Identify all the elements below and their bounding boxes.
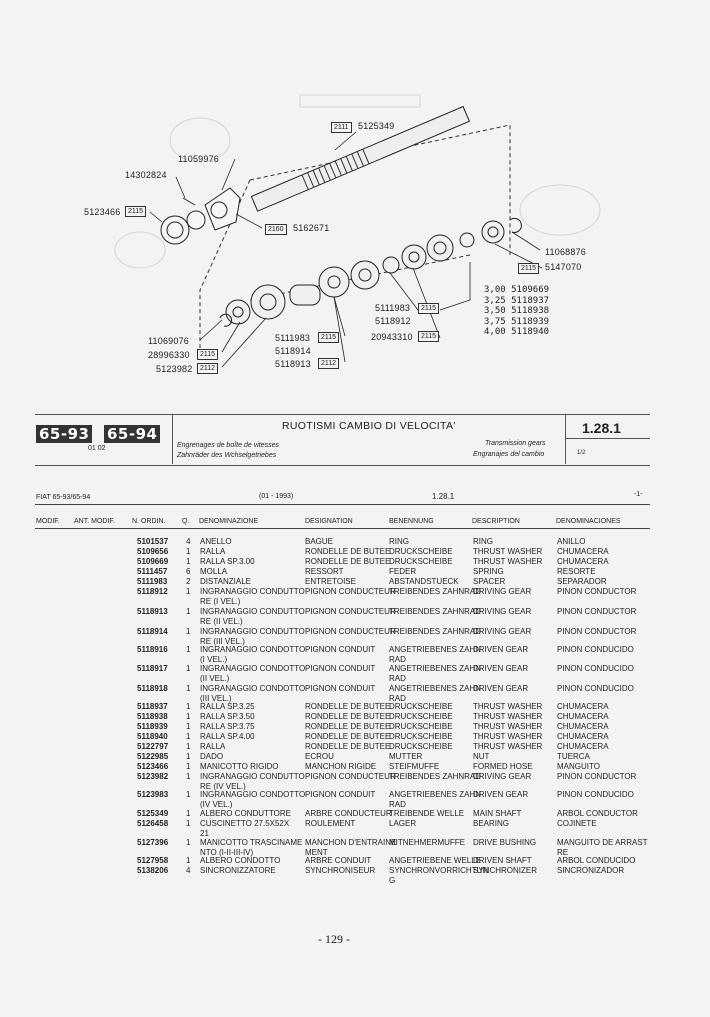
cell-de: RING [389,537,409,546]
cell-fr: ARBRE CONDUIT [305,856,372,865]
thickness-row: 3,00 5109669 [484,285,550,295]
title-french: Engrenages de boîte de vitesses [177,442,279,449]
flange-assembly [161,188,240,244]
cell-en: DRIVING GEAR [473,607,532,616]
cell-es: RESORTE [557,567,596,576]
ref-code-box: 2115 [125,206,146,217]
cell-de: MUTTER [389,752,423,761]
part-label: 5118912 [375,316,411,326]
cell-fr: RONDELLE DE BUTEE [305,702,391,711]
cell-code: 5125349 [137,809,169,818]
column-header: DESCRIPTION [472,518,520,525]
ref-code-box: 2115 [418,303,439,314]
cell-en: THRUST WASHER [473,722,543,731]
cell-code: 5126458 [137,819,169,828]
cell-code: 5123982 [137,772,169,781]
cell-q: 1 [186,664,191,673]
cell-code: 5138206 [137,866,169,875]
cell-fr: PIGNON CONDUCTEUR [305,627,396,636]
page-fraction: 1/2 [577,450,586,456]
cell-it: SINCRONIZZATORE [200,866,276,875]
cell-q: 4 [186,537,191,546]
cell-de: DRUCKSCHEIBE [389,712,453,721]
cell-en: DRIVEN GEAR [473,684,529,693]
cell-code: 5123983 [137,790,169,799]
cell-de: ABSTANDSTUECK [389,577,459,586]
cell-code: 5118940 [137,732,168,741]
cell-en: DRIVEN GEAR [473,790,529,799]
cell-q: 1 [186,547,191,556]
cell-fr: MANCHON D'ENTRAINE MENT [305,838,397,857]
cell-q: 1 [186,587,191,596]
cell-es: SINCRONIZADOR [557,866,625,875]
cell-de: DRUCKSCHEIBE [389,702,453,711]
cell-es: CHUMACERA [557,557,609,566]
title-english: Transmission gears [485,440,546,447]
cell-es: PINON CONDUCTOR [557,627,637,636]
cell-q: 1 [186,684,191,693]
exploded-parts-diagram [0,0,710,410]
cell-q: 1 [186,732,191,741]
cell-de: TREIBENDES ZAHNRAD [389,627,482,636]
cell-it: RALLA SP.4.00 [200,732,255,741]
column-header: DESIGNATION [305,518,353,525]
cell-en: DRIVEN SHAFT [473,856,532,865]
cell-it: DISTANZIALE [200,577,251,586]
cell-q: 1 [186,752,191,761]
section-title: RUOTISMI CAMBIO DI VELOCITA' [282,420,456,432]
column-header: BENENNUNG [389,518,434,525]
cell-es: ARBOL CONDUCTOR [557,809,638,818]
cell-fr: PIGNON CONDUCTEUR [305,772,396,781]
cell-code: 5127958 [137,856,169,865]
cell-fr: RONDELLE DE BUTEE [305,547,391,556]
cell-de: STEIFMUFFE [389,762,440,771]
thickness-row: 3,25 5118937 [484,295,550,306]
cell-q: 1 [186,607,191,616]
cell-en: THRUST WASHER [473,702,543,711]
cell-de: DRUCKSCHEIBE [389,547,453,556]
cell-de: TREIBENDES ZAHNRAD [389,772,482,781]
date-code: 01 02 [88,445,106,452]
cell-q: 1 [186,809,191,818]
cell-code: 5101537 [137,537,169,546]
cell-es: CHUMACERA [557,732,609,741]
cell-q: 1 [186,762,191,771]
column-header: DENOMINACIONES [556,518,621,525]
thickness-row: 3,50 5118938 [484,306,550,316]
cell-es: ARBOL CONDUCIDO [557,856,636,865]
cell-it: MOLLA [200,567,228,576]
cell-de: SYNCHRONVORRICHTUN G [389,866,489,885]
cell-en: NUT [473,752,490,761]
cell-en: RING [473,537,493,546]
cell-es: CHUMACERA [557,702,609,711]
part-label: 5118913 [275,359,311,369]
cell-q: 1 [186,819,191,828]
cell-it: CUSCINETTO 27.5X52X 21 [200,819,290,838]
cell-q: 1 [186,712,191,721]
ref-code-box: 2112 [197,363,218,374]
cell-en: THRUST WASHER [473,557,543,566]
cell-fr: ARBRE CONDUCTEUR [305,809,392,818]
cell-it: INGRANAGGIO CONDUTTO RE (II VEL.) [200,607,305,626]
cell-it: RALLA SP.3.00 [200,557,255,566]
cell-es: MANGUITO DE ARRAST RE [557,838,648,857]
cell-en: DRIVEN GEAR [473,645,529,654]
cell-en: DRIVEN GEAR [473,664,529,673]
cell-fr: ECROU [305,752,334,761]
cell-fr: RONDELLE DE BUTEE [305,732,391,741]
column-header: Q. [182,518,190,525]
cell-code: 5111457 [137,567,168,576]
cell-code: 5118914 [137,627,168,636]
cell-fr: PIGNON CONDUIT [305,790,376,799]
cell-es: COJINETE [557,819,597,828]
cell-code: 5118912 [137,587,168,596]
column-header: N. ORDIN. [132,518,166,525]
cell-de: DRUCKSCHEIBE [389,557,453,566]
cell-code: 5118916 [137,645,168,654]
part-label: 28996330 [148,350,190,360]
cell-it: INGRANAGGIO CONDOTTO (I VEL.) [200,645,306,664]
cell-es: CHUMACERA [557,712,609,721]
cell-de: TREIBENDES ZAHNRAD [389,587,482,596]
header-divider [172,414,173,464]
cell-code: 5109656 [137,547,169,556]
cell-en: SYNCHRONIZER [473,866,538,875]
cell-fr: RONDELLE DE BUTEE [305,557,391,566]
cell-es: PINON CONDUCIDO [557,645,634,654]
header-divider [565,438,650,439]
cell-de: TREIBENDES ZAHNRAD [389,607,482,616]
thickness-row: 3,75 5118939 [484,316,550,327]
cell-fr: RESSORT [305,567,344,576]
cell-code: 5111983 [137,577,168,586]
rule [35,504,650,505]
cell-en: SPRING [473,567,504,576]
cell-es: TUERCA [557,752,590,761]
cell-en: DRIVING GEAR [473,772,532,781]
cell-en: THRUST WASHER [473,712,543,721]
cell-es: SEPARADOR [557,577,607,586]
part-label: 14302824 [125,170,167,180]
cell-q: 4 [186,866,191,875]
cell-en: THRUST WASHER [473,732,543,741]
cell-code: 5118937 [137,702,168,711]
cell-en: MAIN SHAFT [473,809,522,818]
cell-it: ANELLO [200,537,232,546]
cell-en: DRIVE BUSHING [473,838,537,847]
part-label: 5123466 [84,207,121,217]
ref-code-box: 2115 [518,263,539,274]
cell-it: RALLA SP.3.50 [200,712,255,721]
ref-code-box: 2115 [418,331,439,342]
cell-q: 1 [186,742,191,751]
cell-de: FEDER [389,567,417,576]
model-logo: 65-94 [104,425,160,443]
rule [35,528,650,529]
cell-it: RALLA [200,742,226,751]
cell-en: DRIVING GEAR [473,627,532,636]
part-label: 5118914 [275,346,311,356]
cell-code: 5122797 [137,742,169,751]
title-spanish: Engranajes del cambio [473,451,545,458]
ref-code-box: 2112 [318,358,339,369]
cell-q: 1 [186,627,191,636]
thickness-table [484,285,549,338]
cell-en: FORMED HOSE [473,762,533,771]
cell-code: 5118918 [137,684,168,693]
cell-code: 5122985 [137,752,169,761]
cell-de: ANGETRIEBENE WELLE [389,856,482,865]
cell-it: INGRANAGGIO CONDUTTO RE (III VEL.) [200,627,305,646]
ref-code-box: 2160 [265,224,287,235]
cell-it: MANICOTTO RIGIDO [200,762,279,771]
part-label: 5111983 [275,333,311,343]
cell-q: 1 [186,722,191,731]
cell-q: 1 [186,772,191,781]
cell-fr: PIGNON CONDUIT [305,645,376,654]
cell-en: THRUST WASHER [473,742,543,751]
part-label: 5147070 [545,262,582,272]
cell-it: ALBERO CONDUTTORE [200,809,291,818]
cell-en: DRIVING GEAR [473,587,532,596]
ref-code-box: 2115 [197,349,218,360]
cell-de: DRUCKSCHEIBE [389,722,453,731]
cell-en: SPACER [473,577,506,586]
cell-it: RALLA SP.3.75 [200,722,255,731]
cell-code: 5118917 [137,664,168,673]
cell-it: ALBERO CONDOTTO [200,856,281,865]
cell-q: 1 [186,645,191,654]
cell-q: 2 [186,577,191,586]
cell-fr: PIGNON CONDUCTEUR [305,607,396,616]
cell-es: ANILLO [557,537,586,546]
cell-de: DRUCKSCHEIBE [389,742,453,751]
date-range: (01 - 1993) [259,493,294,500]
cell-es: MANGUITO [557,762,600,771]
cell-code: 5118913 [137,607,168,616]
cell-fr: SYNCHRONISEUR [305,866,376,875]
cell-de: TREIBENDE WELLE [389,809,465,818]
cell-de: MITNEHMERMUFFE [389,838,465,847]
cell-de: ANGETRIEBENES ZAHN RAD [389,664,482,683]
cell-es: PINON CONDUCTOR [557,772,637,781]
column-header: MODIF. [36,518,60,525]
cell-it: INGRANAGGIO CONDOTTO (II VEL.) [200,664,306,683]
part-label: 11059976 [178,154,219,164]
cell-it: INGRANAGGIO CONDOTTO (IV VEL.) [200,790,306,809]
model-name: FIAT 65-93/65-94 [36,494,91,501]
part-label: 5125349 [358,121,395,131]
cell-fr: ENTRETOISE [305,577,356,586]
cell-en: BEARING [473,819,510,828]
cell-it: RALLA SP.3.25 [200,702,255,711]
section-ref: 1.28.1 [432,492,455,501]
cell-de: ANGETRIEBENES ZAHN RAD [389,645,482,664]
part-label: 5111983 [375,303,411,313]
cell-q: 1 [186,838,191,847]
cell-it: RALLA [200,547,226,556]
cell-it: INGRANAGGIO CONDUTTO RE (I VEL.) [200,587,305,606]
cell-code: 5127396 [137,838,169,847]
cell-es: CHUMACERA [557,722,609,731]
cell-q: 1 [186,702,191,711]
cell-it: INGRANAGGIO CONDOTTO (III VEL.) [200,684,306,703]
section-number: 1.28.1 [582,420,621,436]
cell-code: 5109669 [137,557,169,566]
column-header: ANT. MODIF. [74,518,115,525]
cell-fr: PIGNON CONDUIT [305,664,376,673]
cell-fr: RONDELLE DE BUTEE [305,742,391,751]
ref-code-box: 2115 [318,332,339,343]
cell-it: DADO [200,752,224,761]
cell-es: PINON CONDUCTOR [557,587,637,596]
cell-fr: RONDELLE DE BUTEE [305,712,391,721]
ref-code-box: 2111 [331,122,352,133]
cell-de: ANGETRIEBENES ZAHN RAD [389,684,482,703]
page-number: - 129 - [318,932,350,946]
cell-code: 5118938 [137,712,168,721]
column-header: DENOMINAZIONE [199,518,259,525]
cell-q: 1 [186,790,191,799]
cell-fr: BAGUE [305,537,334,546]
cell-it: INGRANAGGIO CONDUTTO RE (IV VEL.) [200,772,305,791]
title-german: Zahnräder des Wchselgetriebes [177,452,277,459]
cell-fr: PIGNON CONDUCTEUR [305,587,396,596]
cell-de: DRUCKSCHEIBE [389,732,453,741]
part-label: 20943310 [371,332,413,342]
cell-code: 5118939 [137,722,168,731]
cell-q: 1 [186,856,191,865]
model-logo: 65-93 [36,425,92,443]
page-ref: -1- [634,491,643,498]
cell-fr: ROULEMENT [305,819,356,828]
cell-es: CHUMACERA [557,547,609,556]
cell-es: PINON CONDUCTOR [557,607,637,616]
cell-fr: MANCHON RIGIDE [305,762,377,771]
cell-es: PINON CONDUCIDO [557,790,634,799]
cell-code: 5123466 [137,762,169,771]
part-label: 11069076 [148,336,189,346]
part-label: 5162671 [293,223,330,233]
part-label: 5123982 [156,364,193,374]
cell-de: LAGER [389,819,417,828]
part-label: 11068876 [545,247,586,257]
cell-en: THRUST WASHER [473,547,543,556]
cell-q: 1 [186,557,191,566]
cell-de: ANGETRIEBENES ZAHN RAD [389,790,482,809]
cell-es: PINON CONDUCIDO [557,664,634,673]
cell-es: PINON CONDUCIDO [557,684,634,693]
cell-es: CHUMACERA [557,742,609,751]
cell-q: 6 [186,567,191,576]
thickness-row: 4,00 5118940 [484,327,550,337]
cell-it: MANICOTTO TRASCINAME NTO (I-II-III-IV) [200,838,303,857]
cell-fr: RONDELLE DE BUTEE [305,722,391,731]
cell-fr: PIGNON CONDUIT [305,684,376,693]
header-divider [565,414,566,464]
